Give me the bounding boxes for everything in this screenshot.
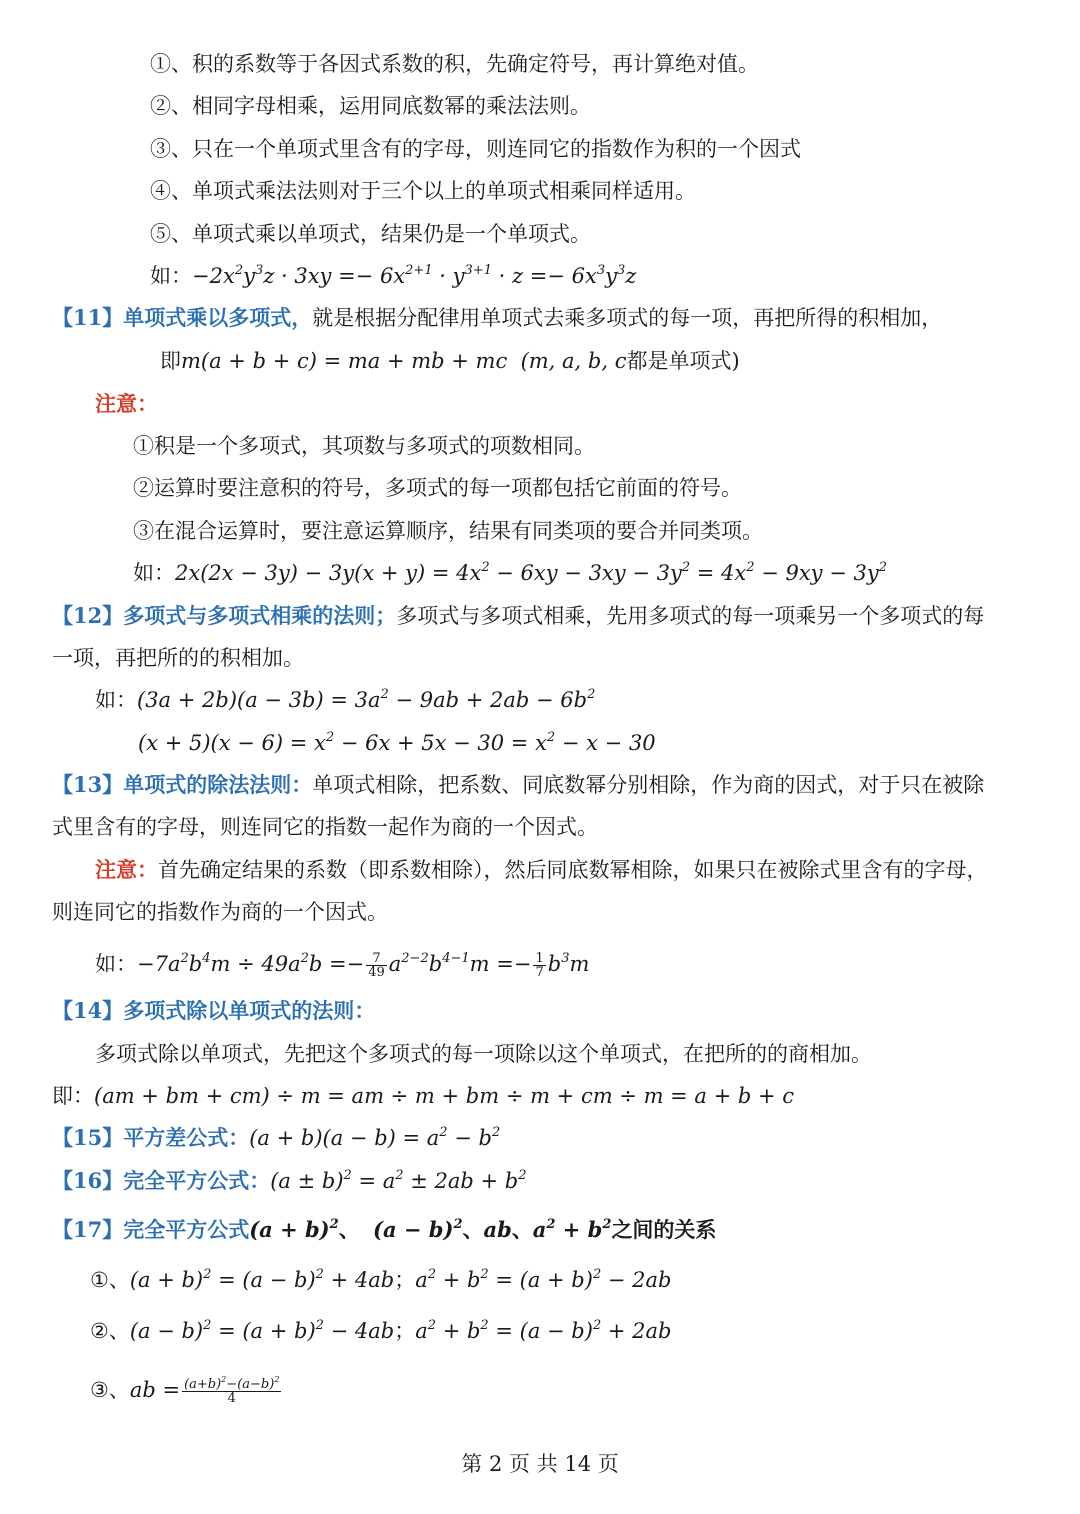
section-14-tag: 【14】 bbox=[52, 998, 124, 1023]
fraction-7-over-49: $\frac{7}{49}$ bbox=[368, 951, 385, 980]
section-13-tag: 【13】 bbox=[52, 772, 124, 797]
section-17-item-2: ②、$(a - b)^2 = (a + b)^2 - 4ab$；$a^2 + b^2 = (a - b)^2 + 2ab$ bbox=[90, 1317, 672, 1343]
rule-3: ③、只在一个单项式里含有的字母，则连同它的指数作为积的一个因式 bbox=[150, 137, 801, 161]
section-11-formula: 即m(a + b + c) = ma + mb + mc (m, a, b, c都是单项式) bbox=[160, 349, 740, 373]
section-13-title: 单项式的除法法则： bbox=[123, 772, 313, 797]
section-16-title: 完全平方公式： bbox=[123, 1168, 271, 1193]
section-15-tag: 【15】 bbox=[52, 1125, 124, 1150]
example-label: 如： bbox=[150, 264, 192, 288]
section-13-note-2: 则连同它的指数作为商的一个因式。 bbox=[52, 900, 388, 924]
section-11-title: 单项式乘以多项式， bbox=[123, 305, 313, 330]
section-15-title: 平方差公式： bbox=[123, 1125, 250, 1150]
section-12-tag: 【12】 bbox=[52, 603, 124, 628]
section-12-title: 多项式与多项式相乘的法则； bbox=[123, 603, 397, 628]
rule-4: ④、单项式乘法法则对于三个以上的单项式相乘同样适用。 bbox=[150, 179, 696, 203]
section-13-note: 注意：首先确定结果的系数（即系数相除），然后同底数幂相除，如果只在被除式里含有的字母， bbox=[95, 857, 988, 882]
section-11-heading bbox=[52, 302, 942, 334]
fraction-1-over-7: $\frac{1}{7}$ bbox=[535, 951, 544, 980]
section-11-note-1: ①积是一个多项式，其项数与多项式的项数相同。 bbox=[133, 434, 595, 458]
section-12-example-1: 如：$(3a + 2b)(a - 3b) = 3a^2 - 9ab + 2ab - 6b^2$ bbox=[95, 686, 596, 712]
section-12-text-2: 一项，再把所的的积相加。 bbox=[52, 646, 304, 670]
section-17-item-1: ①、$(a + b)^2 = (a - b)^2 + 4ab$；$a^2 + b^2 = (a + b)^2 - 2ab$ bbox=[90, 1266, 672, 1292]
rule-5: ⑤、单项式乘以单项式，结果仍是一个单项式。 bbox=[150, 222, 591, 246]
fraction-ab: $\frac{(a+b)^2-(a-b)^2}{4}$ bbox=[184, 1374, 280, 1406]
section-13-heading: 【13】单项式的除法法则：单项式相除，把系数、同底数幂分别相除，作为商的因式，对于只在被除 bbox=[52, 772, 985, 797]
section-12-example-2: $(x + 5)(x - 6) = x^2 - 6x + 5x - 30 = x^2 - x - 30$ bbox=[138, 729, 656, 755]
section-14-formula: 即：(am + bm + cm) ÷ m = am ÷ m + bm ÷ m + cm ÷ m = a + b + c bbox=[52, 1084, 795, 1108]
section-14-text: 多项式除以单项式，先把这个多项式的每一项除以这个单项式，在把所的的商相加。 bbox=[95, 1042, 872, 1066]
section-16-heading: 【16】完全平方公式：$(a \pm b)^2 = a^2 \pm 2ab + b^2$ bbox=[52, 1167, 527, 1193]
section-17-title: 完全平方公式 bbox=[123, 1217, 250, 1242]
section-11-text: 就是根据分配律用单项式去乘多项式的每一项，再把所得的积相加， bbox=[312, 306, 943, 330]
section-15-heading: 【15】平方差公式：$(a + b)(a - b) = a^2 - b^2$ bbox=[52, 1124, 501, 1150]
page-footer: 第 2 页 共 14 页 bbox=[461, 1452, 619, 1476]
example-monomial-product: 如：$-2x^2y^3z \cdot 3xy =- 6x^{2+1} \cdot y^{3+1} \cdot z =- 6x^3y^3z$ bbox=[150, 262, 637, 288]
section-17-tag: 【17】 bbox=[52, 1217, 124, 1242]
rule-1: ①、积的系数等于各因式系数的积，先确定符号，再计算绝对值。 bbox=[150, 52, 759, 76]
section-14-title: 多项式除以单项式的法则： bbox=[123, 998, 376, 1023]
section-16-tag: 【16】 bbox=[52, 1168, 124, 1193]
section-11-example: 如：$2x(2x - 3y) - 3y(x + y) = 4x^2 - 6xy - 3xy - 3y^2 = 4x^2 - 9xy - 3y^2$ bbox=[133, 559, 887, 585]
section-17-heading: 【17】完全平方公式$(a + b)^2$、 $(a - b)^2$、ab、$a^2 + b^2$之间的关系 bbox=[52, 1216, 717, 1242]
section-13-example: 如：$-7a^2b^4m \div 49a^2b$ =− $\frac{7}{49}$ $a^{2-2}b^{4-1}m$ =− $\frac{1}{7}$ $b^3m$ bbox=[95, 950, 590, 980]
section-17-item-3: ③、ab = $\frac{(a+b)^2-(a-b)^2}{4}$ bbox=[90, 1374, 280, 1406]
section-13-text-2: 式里含有的字母，则连同它的指数一起作为商的一个因式。 bbox=[52, 815, 598, 839]
section-11-tag: 【11】 bbox=[52, 305, 124, 330]
section-14-heading bbox=[52, 995, 375, 1027]
rule-2: ②、相同字母相乘，运用同底数幂的乘法法则。 bbox=[150, 94, 591, 118]
section-11-note-label: 注意： bbox=[95, 391, 158, 416]
section-11-note-3: ③在混合运算时，要注意运算顺序，结果有同类项的要合并同类项。 bbox=[133, 519, 763, 543]
section-11-note-2: ②运算时要注意积的符号，多项式的每一项都包括它前面的符号。 bbox=[133, 476, 742, 500]
section-12-heading: 【12】多项式与多项式相乘的法则；多项式与多项式相乘，先用多项式的每一项乘另一个多项式的每 bbox=[52, 603, 985, 628]
